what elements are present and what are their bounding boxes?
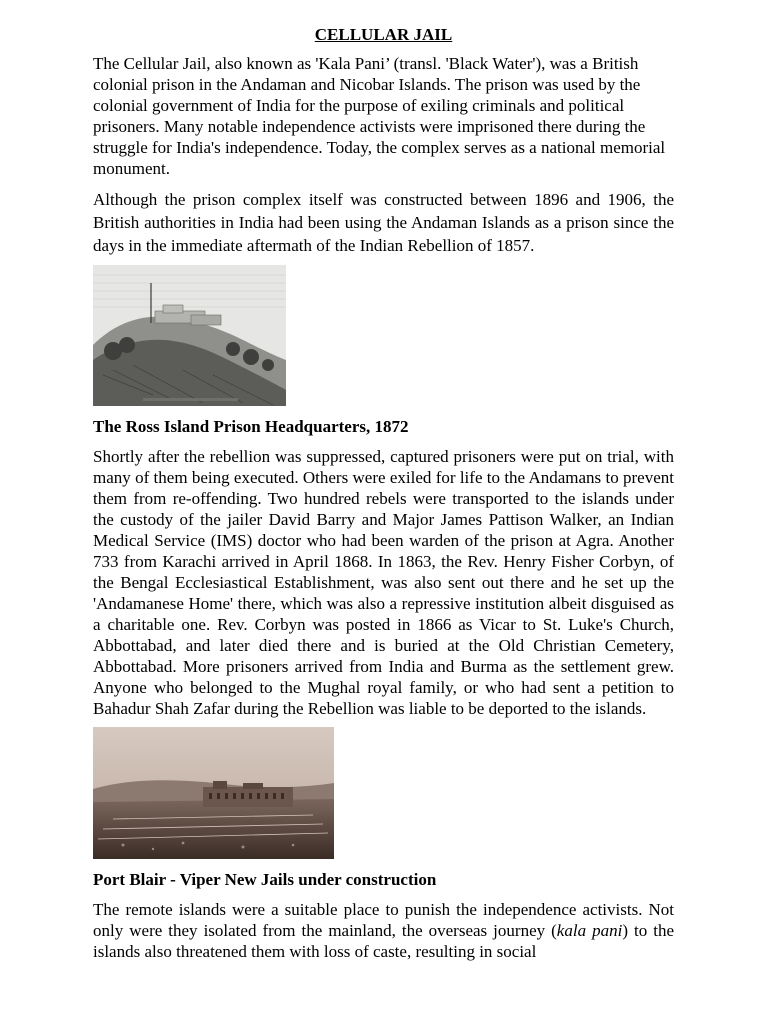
- kala-pani-term: kala pani: [556, 921, 623, 940]
- paragraph-remote-islands-text: The remote islands were a suitable place to punish the independence activists. Not only were they isolated from the mainland, the overseas journey (: [93, 900, 674, 940]
- figure-caption-ross-island: The Ross Island Prison Headquarters, 1872: [93, 417, 409, 436]
- ross-island-engraving-image: [93, 265, 286, 406]
- document-title: CELLULAR JAIL: [314, 25, 453, 44]
- paragraph-remote-islands-text-continued: ) to the islands also threatened them with loss of caste, resulting in social: [93, 921, 675, 961]
- paragraph-history: Although the prison complex itself was constructed between 1896 and 1906, the British authorities in India had been using the Andaman Islands as a prison since the days in the immediate aftermath of the Indian Rebellion of 1857.: [93, 190, 674, 255]
- paragraph-remote-islands: [93, 899, 674, 962]
- paragraph-intro: The Cellular Jail, also known as 'Kala Pani’ (transl. 'Black Water'), was a British colonial prison in the Andaman and Nicobar Islands. The prison was used by the colonial government of India for the purpose of exiling criminals and political prisoners. Many notable independence activists were imprisoned there during the struggle for India's independence. Today, the complex serves as a national memorial monument.: [93, 54, 666, 178]
- viper-jails-photo-image: [93, 727, 334, 859]
- document-page: [93, 24, 674, 962]
- figure-caption-viper-jails: Port Blair - Viper New Jails under construction: [93, 870, 437, 889]
- paragraph-rebellion-aftermath: Shortly after the rebellion was suppressed, captured prisoners were put on trial, with many of them being executed. Others were exiled for life to the Andamans to prevent them from re-offending. Two hundred rebels were transported to the islands under the custody of the jailer David Barry and Major James Pattison Walker, an Indian Medical Service (IMS) doctor who had been warden of the prison at Agra. Another 733 from Karachi arrived in April 1868. In 1863, the Rev. Henry Fisher Corbyn, of the Bengal Ecclesiastical Establishment, was also sent out there and he set up the 'Andamanese Home' there, which was also a repressive institution albeit disguised as a charitable one. Rev. Corbyn was posted in 1866 as Vicar to St. Luke's Church, Abbottabad, and later died there and is buried at the Old Christian Cemetery, Abbottabad. More prisoners arrived from India and Burma as the settlement grew. Anyone who belonged to the Mughal royal family, or who had sent a petition to Bahadur Shah Zafar during the Rebellion was liable to be deported to the islands.: [93, 447, 674, 718]
